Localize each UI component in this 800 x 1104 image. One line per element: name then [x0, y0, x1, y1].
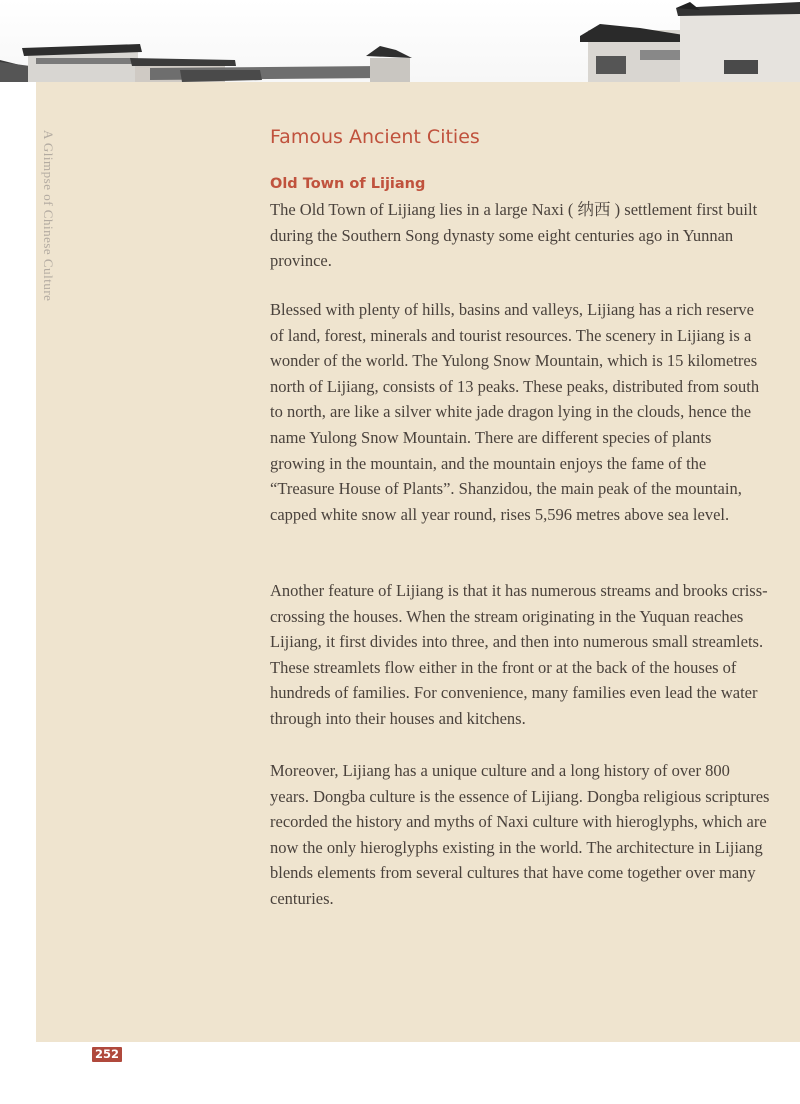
left-margin: [0, 82, 36, 1042]
running-header: A Glimpse of Chinese Culture: [41, 130, 56, 302]
section-title: Famous Ancient Cities: [270, 126, 480, 148]
paragraph: The Old Town of Lijiang lies in a large Naxi ( 纳西 ) settlement first built during the Southern Song dynasty some eight centuries ago in Yunnan province.: [270, 200, 758, 271]
article-heading: Old Town of Lijiang: [270, 176, 426, 192]
paragraph: Another feature of Lijiang is that it has numerous streams and brooks criss-crossing the houses. When the stream originating in the Yuquan reaches Lijiang, it first divides into three, and then into numerous small streamlets. These streamlets flow either in the front or at the back of the houses of hundreds of families. For convenience, many families even lead the water through into their houses and kitchens.: [270, 581, 768, 728]
paragraph: Blessed with plenty of hills, basins and valleys, Lijiang has a rich reserve of land, forest, minerals and tourist resources. The scenery in Lijiang is a wonder of the world. The Yulong Snow Mountain, which is 15 kilometres north of Lijiang, consists of 13 peaks. These peaks, distributed from south to north, are like a silver white jade dragon lying in the clouds, hence the name Yulong Snow Mountain. There are different species of plants growing in the mountain, and the mountain enjoys the fame of the “Treasure House of Plants”. Shanzidou, the main peak of the mountain, capped white snow all year round, rises 5,596 metres above sea level.: [270, 300, 760, 524]
paragraph: Moreover, Lijiang has a unique culture and a long history of over 800 years. Dongba culture is the essence of Lijiang. Dongba religious scriptures recorded the history and myths of Naxi culture with hieroglyphs, which are now the only hieroglyphs existing in the world. The architecture in Lijiang blends elements from several cultures that have come together over many centuries.: [270, 761, 770, 908]
page-number: 252: [92, 1047, 122, 1062]
